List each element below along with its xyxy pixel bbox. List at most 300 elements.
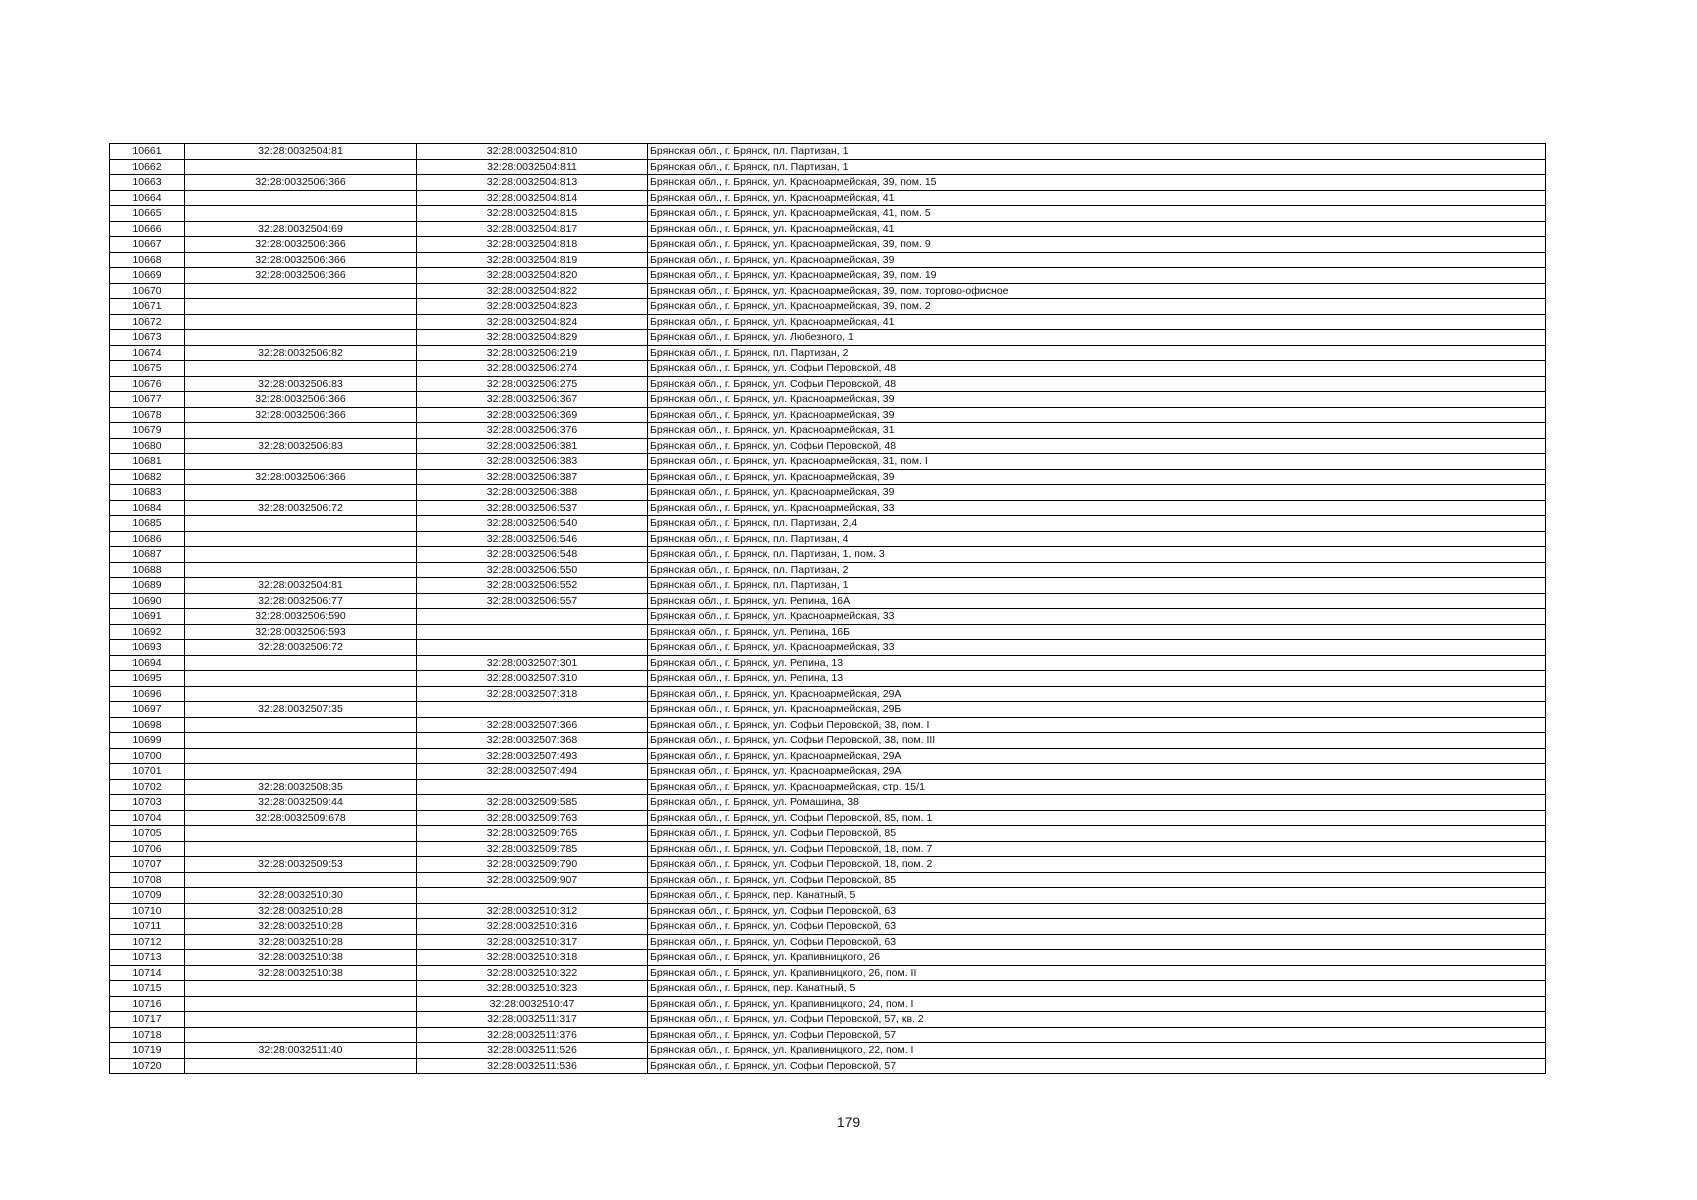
table-row <box>110 965 1546 981</box>
parent-cadastral-cell: 32:28:0032506:593 <box>185 624 417 640</box>
address-cell: Брянская обл., г. Брянск, ул. Красноармейская, 29А <box>648 748 1546 764</box>
record-number-cell: 10707 <box>110 857 185 873</box>
cadastral-number-cell: 32:28:0032509:765 <box>417 826 648 842</box>
address-cell: Брянская обл., г. Брянск, ул. Софьи Перовской, 85 <box>648 826 1546 842</box>
address-cell: Брянская обл., г. Брянск, ул. Красноармейская, 41 <box>648 314 1546 330</box>
address-cell: Брянская обл., г. Брянск, ул. Красноармейская, 31, пом. I <box>648 454 1546 470</box>
parent-cadastral-cell <box>185 981 417 997</box>
cadastral-number-cell: 32:28:0032507:310 <box>417 671 648 687</box>
record-number-cell: 10699 <box>110 733 185 749</box>
parent-cadastral-cell: 32:28:0032510:38 <box>185 950 417 966</box>
parent-cadastral-cell <box>185 872 417 888</box>
cadastral-number-cell: 32:28:0032507:368 <box>417 733 648 749</box>
record-number-cell: 10702 <box>110 779 185 795</box>
cadastral-number-cell: 32:28:0032506:383 <box>417 454 648 470</box>
page-number: 179 <box>836 1114 861 1130</box>
parent-cadastral-cell: 32:28:0032506:366 <box>185 392 417 408</box>
table-row <box>110 981 1546 997</box>
parent-cadastral-cell <box>185 826 417 842</box>
cadastral-number-cell: 32:28:0032504:824 <box>417 314 648 330</box>
parent-cadastral-cell <box>185 655 417 671</box>
record-number-cell: 10667 <box>110 237 185 253</box>
parent-cadastral-cell: 32:28:0032510:38 <box>185 965 417 981</box>
parent-cadastral-cell: 32:28:0032511:40 <box>185 1043 417 1059</box>
table-row <box>110 686 1546 702</box>
cadastral-number-cell <box>417 624 648 640</box>
parent-cadastral-cell <box>185 314 417 330</box>
parent-cadastral-cell: 32:28:0032504:69 <box>185 221 417 237</box>
record-number-cell: 10685 <box>110 516 185 532</box>
address-cell: Брянская обл., г. Брянск, пл. Партизан, 2 <box>648 562 1546 578</box>
parent-cadastral-cell: 32:28:0032510:28 <box>185 903 417 919</box>
table-row <box>110 531 1546 547</box>
table-row <box>110 438 1546 454</box>
address-cell: Брянская обл., г. Брянск, ул. Репина, 16А <box>648 593 1546 609</box>
cadastral-number-cell: 32:28:0032504:822 <box>417 283 648 299</box>
cadastral-number-cell: 32:28:0032504:811 <box>417 159 648 175</box>
table-row <box>110 717 1546 733</box>
parent-cadastral-cell <box>185 330 417 346</box>
cadastral-number-cell: 32:28:0032510:312 <box>417 903 648 919</box>
address-cell: Брянская обл., г. Брянск, ул. Софьи Перовской, 85, пом. 1 <box>648 810 1546 826</box>
address-cell: Брянская обл., г. Брянск, ул. Красноармейская, 39 <box>648 392 1546 408</box>
cadastral-number-cell: 32:28:0032504:818 <box>417 237 648 253</box>
table-row <box>110 314 1546 330</box>
parent-cadastral-cell <box>185 562 417 578</box>
cadastral-number-cell: 32:28:0032506:367 <box>417 392 648 408</box>
address-cell: Брянская обл., г. Брянск, ул. Софьи Перовской, 38, пом. III <box>648 733 1546 749</box>
cadastral-number-cell: 32:28:0032511:536 <box>417 1058 648 1074</box>
parent-cadastral-cell: 32:28:0032506:366 <box>185 268 417 284</box>
parent-cadastral-cell: 32:28:0032506:366 <box>185 175 417 191</box>
cadastral-number-cell: 32:28:0032506:548 <box>417 547 648 563</box>
cadastral-number-cell: 32:28:0032509:585 <box>417 795 648 811</box>
address-cell: Брянская обл., г. Брянск, пл. Партизан, 2 <box>648 345 1546 361</box>
table-row <box>110 872 1546 888</box>
table-row <box>110 407 1546 423</box>
record-number-cell: 10698 <box>110 717 185 733</box>
address-cell: Брянская обл., г. Брянск, пл. Партизан, 1, пом. 3 <box>648 547 1546 563</box>
address-cell: Брянская обл., г. Брянск, ул. Красноармейская, 39, пом. 19 <box>648 268 1546 284</box>
parent-cadastral-cell <box>185 485 417 501</box>
address-cell: Брянская обл., г. Брянск, пл. Партизан, 1 <box>648 578 1546 594</box>
registry-table <box>109 143 1546 1074</box>
parent-cadastral-cell <box>185 1058 417 1074</box>
cadastral-number-cell: 32:28:0032504:820 <box>417 268 648 284</box>
cadastral-number-cell: 32:28:0032506:388 <box>417 485 648 501</box>
address-cell: Брянская обл., г. Брянск, ул. Красноармейская, 33 <box>648 640 1546 656</box>
parent-cadastral-cell <box>185 531 417 547</box>
record-number-cell: 10718 <box>110 1027 185 1043</box>
record-number-cell: 10688 <box>110 562 185 578</box>
parent-cadastral-cell <box>185 671 417 687</box>
parent-cadastral-cell: 32:28:0032506:590 <box>185 609 417 625</box>
record-number-cell: 10676 <box>110 376 185 392</box>
record-number-cell: 10693 <box>110 640 185 656</box>
address-cell: Брянская обл., г. Брянск, ул. Красноармейская, 41 <box>648 190 1546 206</box>
cadastral-number-cell: 32:28:0032507:318 <box>417 686 648 702</box>
address-cell: Брянская обл., г. Брянск, ул. Софьи Перовской, 18, пом. 7 <box>648 841 1546 857</box>
record-number-cell: 10671 <box>110 299 185 315</box>
address-cell: Брянская обл., г. Брянск, ул. Репина, 16Б <box>648 624 1546 640</box>
address-cell: Брянская обл., г. Брянск, пер. Канатный, 5 <box>648 981 1546 997</box>
record-number-cell: 10710 <box>110 903 185 919</box>
parent-cadastral-cell <box>185 361 417 377</box>
record-number-cell: 10689 <box>110 578 185 594</box>
parent-cadastral-cell <box>185 686 417 702</box>
parent-cadastral-cell <box>185 841 417 857</box>
record-number-cell: 10690 <box>110 593 185 609</box>
table-row <box>110 609 1546 625</box>
table-row <box>110 655 1546 671</box>
parent-cadastral-cell: 32:28:0032506:366 <box>185 252 417 268</box>
cadastral-number-cell: 32:28:0032507:494 <box>417 764 648 780</box>
record-number-cell: 10720 <box>110 1058 185 1074</box>
cadastral-number-cell: 32:28:0032504:813 <box>417 175 648 191</box>
cadastral-number-cell <box>417 640 648 656</box>
record-number-cell: 10703 <box>110 795 185 811</box>
cadastral-number-cell: 32:28:0032510:323 <box>417 981 648 997</box>
parent-cadastral-cell: 32:28:0032506:366 <box>185 469 417 485</box>
cadastral-number-cell: 32:28:0032506:275 <box>417 376 648 392</box>
address-cell: Брянская обл., г. Брянск, ул. Красноармейская, 31 <box>648 423 1546 439</box>
record-number-cell: 10708 <box>110 872 185 888</box>
cadastral-number-cell: 32:28:0032504:829 <box>417 330 648 346</box>
parent-cadastral-cell: 32:28:0032506:72 <box>185 500 417 516</box>
address-cell: Брянская обл., г. Брянск, ул. Красноармейская, 33 <box>648 609 1546 625</box>
cadastral-number-cell: 32:28:0032504:810 <box>417 144 648 160</box>
parent-cadastral-cell <box>185 764 417 780</box>
address-cell: Брянская обл., г. Брянск, пер. Канатный, 5 <box>648 888 1546 904</box>
table-row <box>110 640 1546 656</box>
table-row <box>110 919 1546 935</box>
address-cell: Брянская обл., г. Брянск, ул. Софьи Перовской, 85 <box>648 872 1546 888</box>
cadastral-number-cell: 32:28:0032506:387 <box>417 469 648 485</box>
cadastral-number-cell: 32:28:0032506:381 <box>417 438 648 454</box>
table-row <box>110 888 1546 904</box>
parent-cadastral-cell: 32:28:0032506:82 <box>185 345 417 361</box>
parent-cadastral-cell <box>185 1027 417 1043</box>
record-number-cell: 10706 <box>110 841 185 857</box>
table-row <box>110 283 1546 299</box>
parent-cadastral-cell <box>185 206 417 222</box>
table-row <box>110 748 1546 764</box>
record-number-cell: 10695 <box>110 671 185 687</box>
record-number-cell: 10711 <box>110 919 185 935</box>
table-row <box>110 299 1546 315</box>
parent-cadastral-cell: 32:28:0032506:83 <box>185 376 417 392</box>
parent-cadastral-cell <box>185 190 417 206</box>
table-row <box>110 268 1546 284</box>
parent-cadastral-cell <box>185 423 417 439</box>
cadastral-number-cell <box>417 888 648 904</box>
table-row <box>110 500 1546 516</box>
parent-cadastral-cell: 32:28:0032504:81 <box>185 578 417 594</box>
table-row <box>110 1027 1546 1043</box>
address-cell: Брянская обл., г. Брянск, ул. Софьи Перовской, 57 <box>648 1058 1546 1074</box>
table-row <box>110 190 1546 206</box>
record-number-cell: 10669 <box>110 268 185 284</box>
table-row <box>110 516 1546 532</box>
table-row <box>110 1043 1546 1059</box>
cadastral-number-cell: 32:28:0032507:301 <box>417 655 648 671</box>
record-number-cell: 10672 <box>110 314 185 330</box>
address-cell: Брянская обл., г. Брянск, ул. Любезного, 1 <box>648 330 1546 346</box>
record-number-cell: 10674 <box>110 345 185 361</box>
record-number-cell: 10694 <box>110 655 185 671</box>
record-number-cell: 10712 <box>110 934 185 950</box>
table-row <box>110 733 1546 749</box>
cadastral-number-cell: 32:28:0032506:550 <box>417 562 648 578</box>
cadastral-number-cell <box>417 702 648 718</box>
address-cell: Брянская обл., г. Брянск, ул. Красноармейская, 39 <box>648 485 1546 501</box>
record-number-cell: 10675 <box>110 361 185 377</box>
table-row <box>110 376 1546 392</box>
table-row <box>110 252 1546 268</box>
table-row <box>110 764 1546 780</box>
address-cell: Брянская обл., г. Брянск, ул. Красноармейская, 29А <box>648 764 1546 780</box>
address-cell: Брянская обл., г. Брянск, ул. Софьи Перовской, 48 <box>648 361 1546 377</box>
table-row <box>110 841 1546 857</box>
address-cell: Брянская обл., г. Брянск, ул. Софьи Перовской, 63 <box>648 903 1546 919</box>
address-cell: Брянская обл., г. Брянск, ул. Красноармейская, 29Б <box>648 702 1546 718</box>
table-row <box>110 485 1546 501</box>
table-row <box>110 593 1546 609</box>
address-cell: Брянская обл., г. Брянск, ул. Софьи Перовской, 63 <box>648 934 1546 950</box>
parent-cadastral-cell: 32:28:0032510:28 <box>185 919 417 935</box>
record-number-cell: 10678 <box>110 407 185 423</box>
table-row <box>110 578 1546 594</box>
cadastral-number-cell: 32:28:0032506:540 <box>417 516 648 532</box>
cadastral-number-cell: 32:28:0032509:790 <box>417 857 648 873</box>
cadastral-number-cell: 32:28:0032511:376 <box>417 1027 648 1043</box>
record-number-cell: 10705 <box>110 826 185 842</box>
cadastral-number-cell: 32:28:0032509:785 <box>417 841 648 857</box>
table-row <box>110 1012 1546 1028</box>
record-number-cell: 10680 <box>110 438 185 454</box>
record-number-cell: 10662 <box>110 159 185 175</box>
parent-cadastral-cell: 32:28:0032507:35 <box>185 702 417 718</box>
address-cell: Брянская обл., г. Брянск, ул. Крапивницкого, 26, пом. II <box>648 965 1546 981</box>
table-row <box>110 423 1546 439</box>
cadastral-number-cell: 32:28:0032506:219 <box>417 345 648 361</box>
table-row <box>110 671 1546 687</box>
cadastral-number-cell: 32:28:0032510:47 <box>417 996 648 1012</box>
address-cell: Брянская обл., г. Брянск, ул. Красноармейская, 41, пом. 5 <box>648 206 1546 222</box>
table-row <box>110 810 1546 826</box>
cadastral-number-cell: 32:28:0032504:815 <box>417 206 648 222</box>
record-number-cell: 10697 <box>110 702 185 718</box>
cadastral-number-cell: 32:28:0032504:823 <box>417 299 648 315</box>
cadastral-number-cell: 32:28:0032506:537 <box>417 500 648 516</box>
record-number-cell: 10668 <box>110 252 185 268</box>
cadastral-number-cell: 32:28:0032510:316 <box>417 919 648 935</box>
parent-cadastral-cell <box>185 996 417 1012</box>
parent-cadastral-cell: 32:28:0032509:44 <box>185 795 417 811</box>
parent-cadastral-cell: 32:28:0032510:28 <box>185 934 417 950</box>
cadastral-number-cell: 32:28:0032506:369 <box>417 407 648 423</box>
parent-cadastral-cell <box>185 733 417 749</box>
parent-cadastral-cell: 32:28:0032508:35 <box>185 779 417 795</box>
cadastral-number-cell: 32:28:0032510:322 <box>417 965 648 981</box>
address-cell: Брянская обл., г. Брянск, ул. Красноармейская, 39 <box>648 469 1546 485</box>
cadastral-number-cell: 32:28:0032510:318 <box>417 950 648 966</box>
address-cell: Брянская обл., г. Брянск, ул. Софьи Перовской, 48 <box>648 376 1546 392</box>
parent-cadastral-cell <box>185 516 417 532</box>
table-row <box>110 795 1546 811</box>
table-row <box>110 903 1546 919</box>
record-number-cell: 10679 <box>110 423 185 439</box>
address-cell: Брянская обл., г. Брянск, ул. Крапивницкого, 24, пом. I <box>648 996 1546 1012</box>
record-number-cell: 10673 <box>110 330 185 346</box>
parent-cadastral-cell <box>185 454 417 470</box>
record-number-cell: 10696 <box>110 686 185 702</box>
table-row <box>110 779 1546 795</box>
address-cell: Брянская обл., г. Брянск, ул. Софьи Перовской, 63 <box>648 919 1546 935</box>
cadastral-number-cell: 32:28:0032509:907 <box>417 872 648 888</box>
table-row <box>110 361 1546 377</box>
address-cell: Брянская обл., г. Брянск, ул. Красноармейская, 41 <box>648 221 1546 237</box>
record-number-cell: 10717 <box>110 1012 185 1028</box>
record-number-cell: 10691 <box>110 609 185 625</box>
record-number-cell: 10704 <box>110 810 185 826</box>
address-cell: Брянская обл., г. Брянск, пл. Партизан, 4 <box>648 531 1546 547</box>
cadastral-number-cell: 32:28:0032506:552 <box>417 578 648 594</box>
cadastral-number-cell <box>417 609 648 625</box>
cadastral-number-cell: 32:28:0032506:546 <box>417 531 648 547</box>
record-number-cell: 10692 <box>110 624 185 640</box>
parent-cadastral-cell: 32:28:0032504:81 <box>185 144 417 160</box>
record-number-cell: 10700 <box>110 748 185 764</box>
cadastral-number-cell: 32:28:0032506:557 <box>417 593 648 609</box>
address-cell: Брянская обл., г. Брянск, ул. Софьи Перовской, 57 <box>648 1027 1546 1043</box>
address-cell: Брянская обл., г. Брянск, ул. Софьи Перовской, 18, пом. 2 <box>648 857 1546 873</box>
table-row <box>110 624 1546 640</box>
record-number-cell: 10681 <box>110 454 185 470</box>
record-number-cell: 10683 <box>110 485 185 501</box>
address-cell: Брянская обл., г. Брянск, ул. Красноармейская, стр. 15/1 <box>648 779 1546 795</box>
parent-cadastral-cell: 32:28:0032509:678 <box>185 810 417 826</box>
address-cell: Брянская обл., г. Брянск, ул. Репина, 13 <box>648 655 1546 671</box>
parent-cadastral-cell <box>185 299 417 315</box>
parent-cadastral-cell: 32:28:0032506:83 <box>185 438 417 454</box>
address-cell: Брянская обл., г. Брянск, ул. Софьи Перовской, 57, кв. 2 <box>648 1012 1546 1028</box>
cadastral-number-cell <box>417 779 648 795</box>
cadastral-number-cell: 32:28:0032506:274 <box>417 361 648 377</box>
address-cell: Брянская обл., г. Брянск, ул. Красноармейская, 39 <box>648 252 1546 268</box>
table-row <box>110 330 1546 346</box>
address-cell: Брянская обл., г. Брянск, ул. Красноармейская, 39, пом. торгово-офисное <box>648 283 1546 299</box>
table-row <box>110 345 1546 361</box>
parent-cadastral-cell <box>185 717 417 733</box>
record-number-cell: 10661 <box>110 144 185 160</box>
parent-cadastral-cell: 32:28:0032506:366 <box>185 237 417 253</box>
table-row <box>110 454 1546 470</box>
record-number-cell: 10682 <box>110 469 185 485</box>
cadastral-number-cell: 32:28:0032511:317 <box>417 1012 648 1028</box>
table-row <box>110 950 1546 966</box>
table-row <box>110 469 1546 485</box>
table-row <box>110 206 1546 222</box>
address-cell: Брянская обл., г. Брянск, ул. Софьи Перовской, 38, пом. I <box>648 717 1546 733</box>
parent-cadastral-cell <box>185 547 417 563</box>
address-cell: Брянская обл., г. Брянск, ул. Репина, 13 <box>648 671 1546 687</box>
table-row <box>110 857 1546 873</box>
table-row <box>110 392 1546 408</box>
record-number-cell: 10665 <box>110 206 185 222</box>
table-row <box>110 1058 1546 1074</box>
parent-cadastral-cell: 32:28:0032506:72 <box>185 640 417 656</box>
cadastral-number-cell: 32:28:0032507:366 <box>417 717 648 733</box>
parent-cadastral-cell <box>185 748 417 764</box>
address-cell: Брянская обл., г. Брянск, пл. Партизан, 2,4 <box>648 516 1546 532</box>
address-cell: Брянская обл., г. Брянск, ул. Крапивницкого, 26 <box>648 950 1546 966</box>
address-cell: Брянская обл., г. Брянск, ул. Софьи Перовской, 48 <box>648 438 1546 454</box>
parent-cadastral-cell: 32:28:0032506:77 <box>185 593 417 609</box>
table-row <box>110 934 1546 950</box>
record-number-cell: 10663 <box>110 175 185 191</box>
address-cell: Брянская обл., г. Брянск, ул. Красноармейская, 29А <box>648 686 1546 702</box>
address-cell: Брянская обл., г. Брянск, ул. Красноармейская, 39, пом. 2 <box>648 299 1546 315</box>
address-cell: Брянская обл., г. Брянск, ул. Красноармейская, 39 <box>648 407 1546 423</box>
table-row <box>110 175 1546 191</box>
record-number-cell: 10686 <box>110 531 185 547</box>
record-number-cell: 10714 <box>110 965 185 981</box>
cadastral-number-cell: 32:28:0032504:819 <box>417 252 648 268</box>
address-cell: Брянская обл., г. Брянск, ул. Крапивницкого, 22, пом. I <box>648 1043 1546 1059</box>
cadastral-number-cell: 32:28:0032506:376 <box>417 423 648 439</box>
table-row <box>110 237 1546 253</box>
record-number-cell: 10701 <box>110 764 185 780</box>
record-number-cell: 10713 <box>110 950 185 966</box>
table-row <box>110 702 1546 718</box>
address-cell: Брянская обл., г. Брянск, ул. Красноармейская, 33 <box>648 500 1546 516</box>
parent-cadastral-cell: 32:28:0032510:30 <box>185 888 417 904</box>
record-number-cell: 10719 <box>110 1043 185 1059</box>
cadastral-number-cell: 32:28:0032507:493 <box>417 748 648 764</box>
record-number-cell: 10666 <box>110 221 185 237</box>
address-cell: Брянская обл., г. Брянск, пл. Партизан, 1 <box>648 144 1546 160</box>
record-number-cell: 10664 <box>110 190 185 206</box>
parent-cadastral-cell <box>185 1012 417 1028</box>
table-row <box>110 221 1546 237</box>
parent-cadastral-cell: 32:28:0032506:366 <box>185 407 417 423</box>
record-number-cell: 10716 <box>110 996 185 1012</box>
record-number-cell: 10715 <box>110 981 185 997</box>
cadastral-number-cell: 32:28:0032509:763 <box>417 810 648 826</box>
parent-cadastral-cell <box>185 159 417 175</box>
table-row <box>110 826 1546 842</box>
record-number-cell: 10709 <box>110 888 185 904</box>
record-number-cell: 10670 <box>110 283 185 299</box>
record-number-cell: 10684 <box>110 500 185 516</box>
address-cell: Брянская обл., г. Брянск, ул. Красноармейская, 39, пом. 9 <box>648 237 1546 253</box>
cadastral-number-cell: 32:28:0032504:814 <box>417 190 648 206</box>
address-cell: Брянская обл., г. Брянск, пл. Партизан, 1 <box>648 159 1546 175</box>
record-number-cell: 10677 <box>110 392 185 408</box>
cadastral-number-cell: 32:28:0032510:317 <box>417 934 648 950</box>
cadastral-number-cell: 32:28:0032504:817 <box>417 221 648 237</box>
table-row <box>110 562 1546 578</box>
registry-table-body <box>110 144 1546 1074</box>
address-cell: Брянская обл., г. Брянск, ул. Ромашина, 38 <box>648 795 1546 811</box>
table-row <box>110 159 1546 175</box>
parent-cadastral-cell: 32:28:0032509:53 <box>185 857 417 873</box>
table-row <box>110 547 1546 563</box>
parent-cadastral-cell <box>185 283 417 299</box>
record-number-cell: 10687 <box>110 547 185 563</box>
address-cell: Брянская обл., г. Брянск, ул. Красноармейская, 39, пом. 15 <box>648 175 1546 191</box>
